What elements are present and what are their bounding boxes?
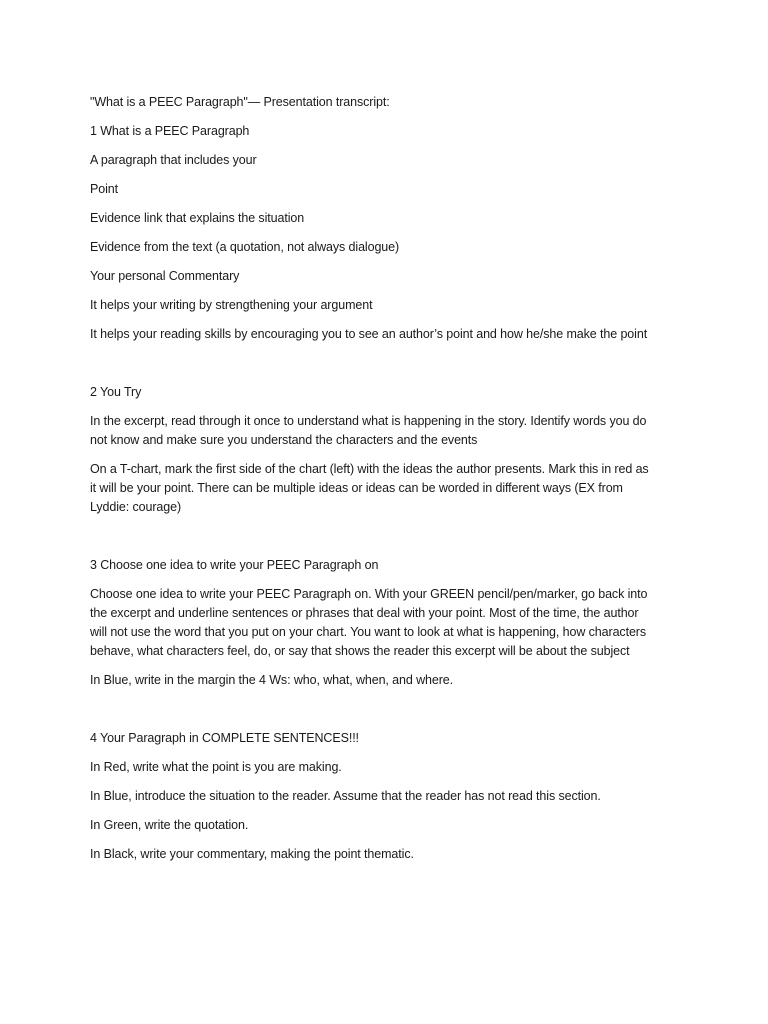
section-3-paragraph-1-line: the excerpt and underline sentences or phrases that deal with your point. Most of the time, the author <box>90 606 639 620</box>
section-3-paragraph-1-line: will not use the word that you put on your chart. You want to look at what is happening, how characters <box>90 625 647 639</box>
section-4-line: In Red, write what the point is you are making. <box>90 760 342 774</box>
section-1-heading: 1 What is a PEEC Paragraph <box>90 124 250 138</box>
section-3-heading: 3 Choose one idea to write your PEEC Paragraph on <box>90 558 379 572</box>
section-3-paragraph-1-line: behave, what characters feel, do, or say that shows the reader this excerpt will be about the subject <box>90 644 630 658</box>
section-2-paragraph-1-line: In the excerpt, read through it once to understand what is happening in the story. Identify words you do <box>90 414 647 428</box>
section-1-line: Evidence from the text (a quotation, not always dialogue) <box>90 240 400 254</box>
section-1-line: A paragraph that includes your <box>90 153 257 167</box>
section-3-paragraph-2: In Blue, write in the margin the 4 Ws: who, what, when, and where. <box>90 673 454 687</box>
section-4-heading: 4 Your Paragraph in COMPLETE SENTENCES!!! <box>90 731 359 745</box>
section-1-line: It helps your writing by strengthening your argument <box>90 298 373 312</box>
section-4-line: In Black, write your commentary, making the point thematic. <box>90 847 414 861</box>
section-1-line: Your personal Commentary <box>90 269 240 283</box>
section-2-paragraph-2-line: On a T-chart, mark the first side of the chart (left) with the ideas the author presents. Mark this in red as <box>90 462 649 476</box>
section-1-line: Point <box>90 182 118 196</box>
section-2-paragraph-2-line: it will be your point. There can be multiple ideas or ideas can be worded in different ways (EX from <box>90 481 623 495</box>
section-4-line: In Green, write the quotation. <box>90 818 249 832</box>
section-2-paragraph-1-line: not know and make sure you understand the characters and the events <box>90 433 478 447</box>
section-1-line: It helps your reading skills by encouraging you to see an author’s point and how he/she make the point <box>90 327 648 341</box>
section-3-paragraph-1-line: Choose one idea to write your PEEC Paragraph on. With your GREEN pencil/pen/marker, go back into <box>90 587 648 601</box>
document-title: "What is a PEEC Paragraph"— Presentation transcript: <box>90 95 390 109</box>
section-1-line: Evidence link that explains the situation <box>90 211 305 225</box>
section-4-line: In Blue, introduce the situation to the reader. Assume that the reader has not read this section. <box>90 789 601 803</box>
section-2-heading: 2 You Try <box>90 385 142 399</box>
section-2-paragraph-2-line: Lyddie: courage) <box>90 500 182 514</box>
